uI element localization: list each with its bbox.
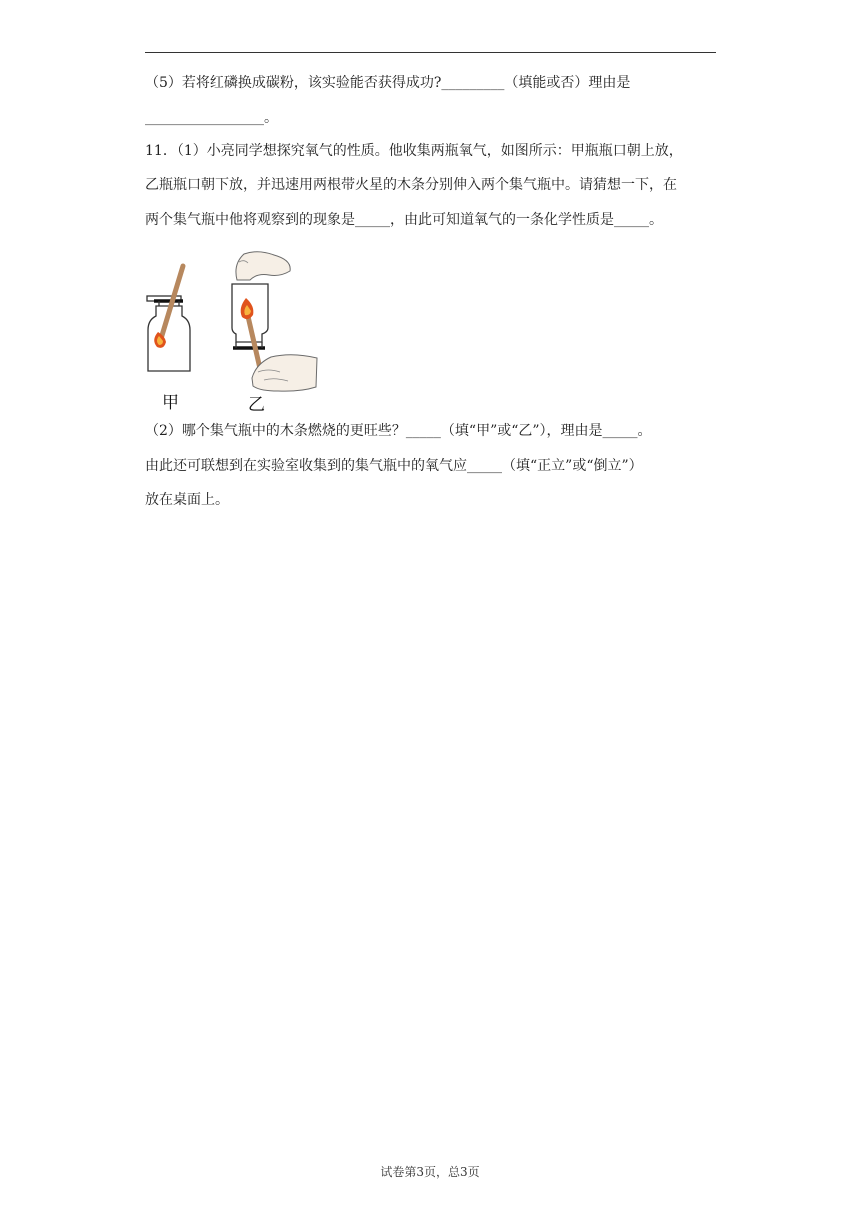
hand-bottom (252, 355, 317, 391)
label-bottle-b: 乙 (248, 395, 265, 415)
q11-text-line-1: 11．（1）小亮同学想探究氧气的性质。他收集两瓶氧气，如图所示：甲瓶瓶口朝上放， (145, 143, 683, 159)
hand-top (236, 252, 290, 280)
bottle-illustration (140, 244, 330, 412)
oxygen-bottle-figure (140, 244, 330, 415)
label-bottle-a: 甲 (162, 393, 179, 413)
q11-part2-line-3: 放在桌面上。 (145, 492, 229, 508)
header-rule (145, 52, 716, 53)
q11-part2-line-2: 由此还可联想到在实验室收集到的集气瓶中的氧气应_____（填“正立”或“倒立”） (145, 458, 643, 474)
q11-text-line-3: 两个集气瓶中他将观察到的现象是_____，由此可知道氧气的一条化学性质是_____。 (145, 212, 663, 228)
q5-text-line-2: _________________。 (145, 110, 278, 126)
page-footer: 试卷第3页，总3页 (380, 1165, 480, 1179)
q11-text-line-2: 乙瓶瓶口朝下放，并迅速用两根带火星的木条分别伸入两个集气瓶中。请猜想一下，在 (145, 177, 677, 193)
q11-part2-line-1: （2）哪个集气瓶中的木条燃烧的更旺些？_____（填“甲”或“乙”），理由是_____。 (145, 423, 652, 439)
q5-text-line-1: （5）若将红磷换成碳粉，该实验能否获得成功?_________（填能或否）理由是 (145, 75, 631, 91)
